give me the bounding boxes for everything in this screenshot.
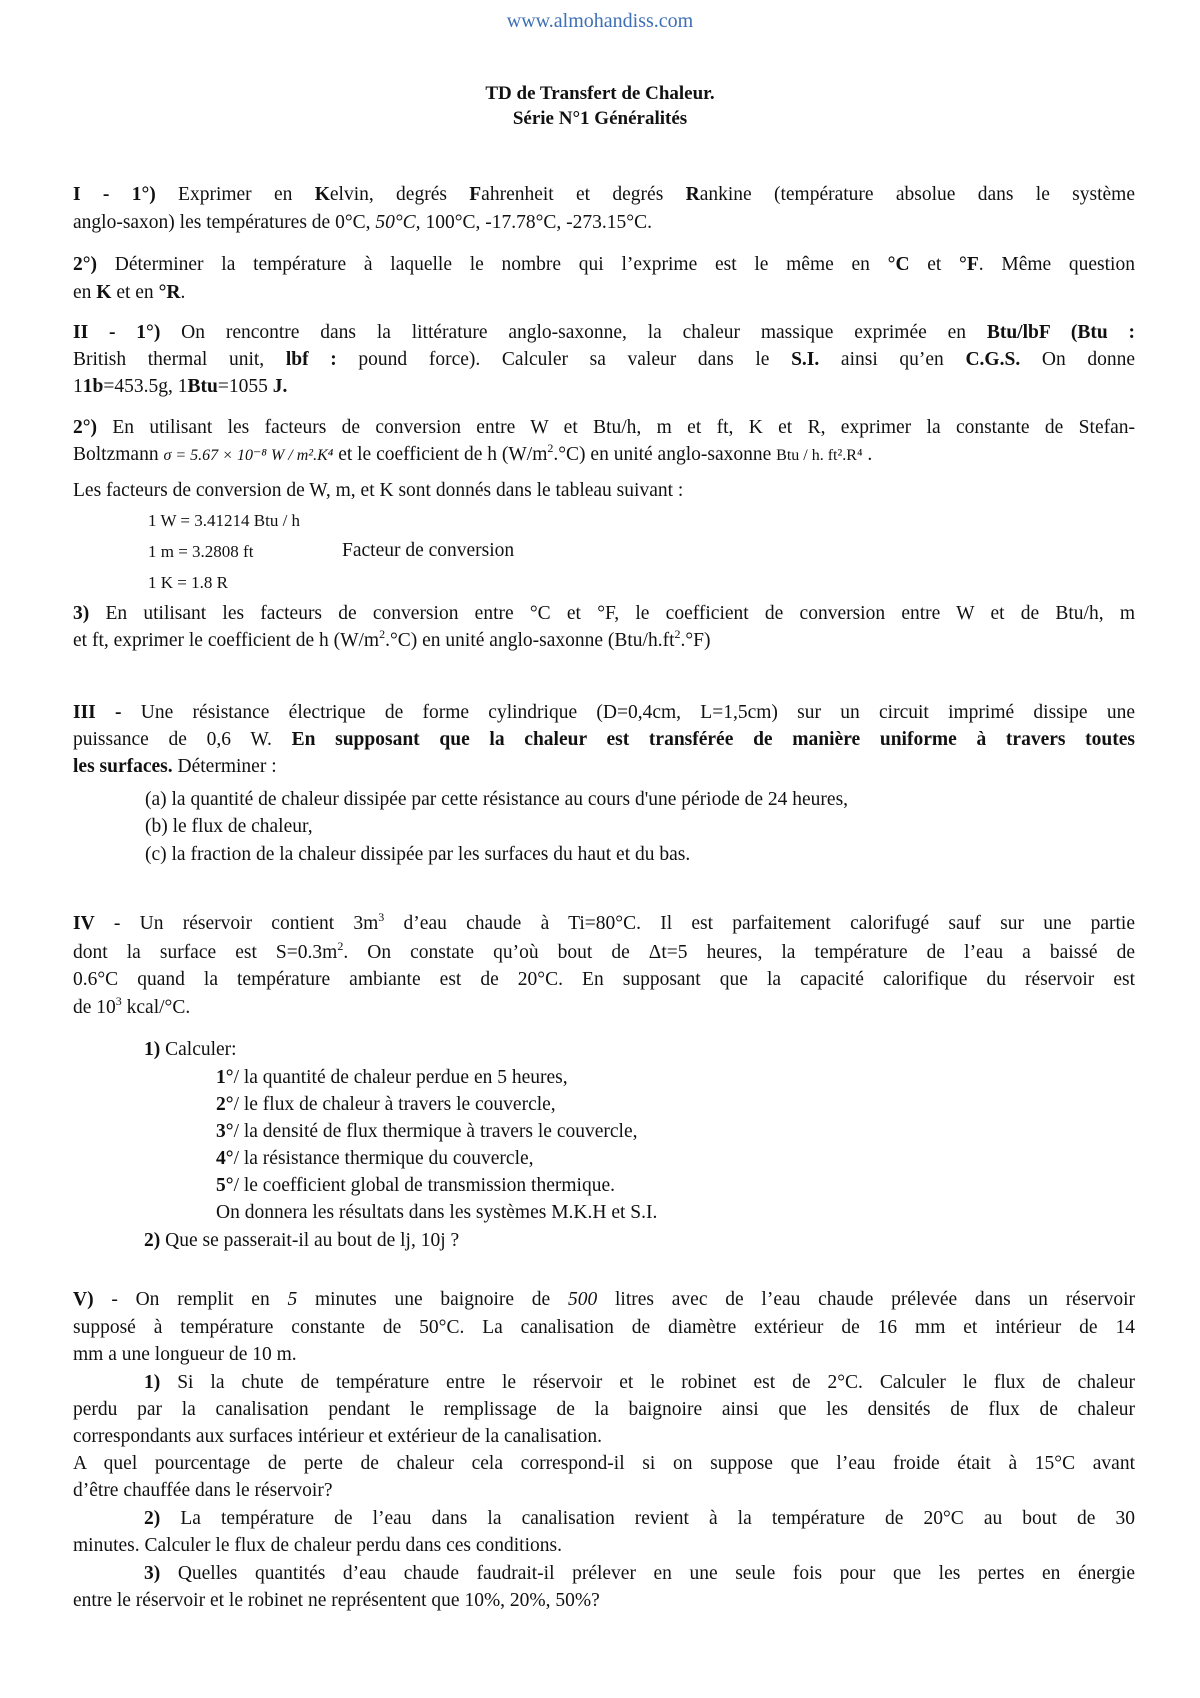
ex4-line1: IV - Un réservoir contient $3m^3$ d’eau chaude à Ti=80°C. Il est parfaitement calorifugé sauf sur une partie bbox=[73, 910, 1135, 934]
ex4-note: On donnera les résultats dans les systèmes M.K.H et S.I. bbox=[216, 1202, 658, 1223]
ex4-line3: 0.6°C quand la température ambiante est de 20°C. En supposant que la capacité calorifique du réservoir est bbox=[73, 969, 1135, 990]
doc-title: TD de Transfert de Chaleur. bbox=[485, 83, 715, 104]
ex4-sub-5: 5°/ le coefficient global de transmission thermique. bbox=[216, 1175, 615, 1196]
ex2-q2-line3: Les facteurs de conversion de W, m, et K sont donnés dans le tableau suivant : bbox=[73, 480, 684, 501]
ex5-q3-line2: entre le réservoir et le robinet ne représentent que 10%, 20%, 50%? bbox=[73, 1590, 600, 1611]
ex1-q1-line2: anglo-saxon) les températures de 0°C, 50°C, 100°C, -17.78°C, -273.15°C. bbox=[73, 212, 652, 233]
ex4-sub-4: 4°/ la résistance thermique du couvercle, bbox=[216, 1148, 534, 1169]
ex5-q1-line2: perdu par la canalisation pendant le remplissage de la baignoire ainsi que les densités de flux de chaleur bbox=[73, 1399, 1135, 1420]
ex1-q2-line2: en K et en °R. bbox=[73, 282, 186, 303]
ex4-line2: dont la surface est $S=0.3m^2$. On constate qu’où bout de Δt=5 heures, la température de l’eau a baissé de bbox=[73, 939, 1136, 963]
ex2-q3-line2: et ft, exprimer le coefficient de h $(W/m^2.^\circ C)$ en unité anglo-saxonne $(Btu/h.ft^2.^\circ F)$ bbox=[73, 627, 711, 651]
conv-row-w: 1 W = 3.41214 Btu / h bbox=[148, 511, 301, 530]
ex4-calc-heading: 1) Calculer: bbox=[144, 1039, 237, 1060]
ex5-line2: supposé à température constante de 50°C. La canalisation de diamètre extérieur de 16 mm et intérieur de 14 bbox=[73, 1317, 1135, 1338]
ex2-q2-line2: Boltzmann σ = 5.67 × 10⁻⁸ W / m².K⁴ et le coefficient de h $(W/m^2.^\circ C)$ en unité anglo-saxonne Btu / h. ft².R⁴ . bbox=[73, 441, 873, 465]
stefan-boltzmann-formula: σ = 5.67 × 10⁻⁸ W / m².K⁴ bbox=[163, 447, 334, 464]
ex5-line1: V) - On remplit en 5 minutes une baignoire de 500 litres avec de l’eau chaude prélevée dans un réservoir bbox=[73, 1289, 1135, 1310]
ex4-sub-1: 1°/ la quantité de chaleur perdue en 5 heures, bbox=[216, 1067, 568, 1088]
ex5-q2-line1: 2) La température de l’eau dans la canalisation revient à la température de 20°C au bout de 30 bbox=[144, 1508, 1135, 1529]
site-link[interactable]: www.almohandiss.com bbox=[506, 10, 694, 32]
ex5-q1-line5: d’être chauffée dans le réservoir? bbox=[73, 1480, 333, 1501]
ex3-item-a: (a) la quantité de chaleur dissipée par cette résistance au cours d'une période de 24 heures, bbox=[145, 789, 849, 810]
ex1-q1-line1: I - 1°) Exprimer en Kelvin, degrés Fahrenheit et degrés Rankine (température absolue dans le système bbox=[73, 184, 1135, 205]
conv-row-k: 1 K = 1.8 R bbox=[148, 573, 228, 592]
conv-row-m: 1 m = 3.2808 ft bbox=[148, 542, 254, 561]
ex3-item-b: (b) le flux de chaleur, bbox=[145, 816, 313, 837]
conv-label: Facteur de conversion bbox=[342, 540, 515, 561]
ex5-q3-line1: 3) Quelles quantités d’eau chaude faudrait-il prélever en une seule fois pour que les pertes en énergie bbox=[144, 1563, 1135, 1584]
doc-subtitle: Série N°1 Généralités bbox=[512, 108, 688, 129]
ex2-q2-line1: 2°) En utilisant les facteurs de conversion entre W et Btu/h, m et ft, K et R, exprimer la constante de Stefan- bbox=[73, 417, 1135, 438]
ex1-q2-line1: 2°) Déterminer la température à laquelle le nombre qui l’exprime est le même en °C et °F. Même question bbox=[73, 254, 1135, 275]
ex5-q1-line3: correspondants aux surfaces intérieur et extérieur de la canalisation. bbox=[73, 1426, 602, 1447]
ex2-q1-line3: 11b=453.5g, 1Btu=1055 J. bbox=[73, 376, 288, 397]
ex5-q1-line1: 1) Si la chute de température entre le réservoir et le robinet est de 2°C. Calculer le flux de chaleur bbox=[144, 1372, 1135, 1393]
ex2-q1-line1: II - 1°) On rencontre dans la littérature anglo-saxonne, la chaleur massique exprimée en Btu/lbF (Btu : bbox=[73, 322, 1135, 343]
ex3-item-c: (c) la fraction de la chaleur dissipée par les surfaces du haut et du bas. bbox=[145, 844, 691, 865]
ex5-line3: mm a une longueur de 10 m. bbox=[73, 1344, 297, 1365]
ex5-q2-line2: minutes. Calculer le flux de chaleur perdu dans ces conditions. bbox=[73, 1535, 562, 1556]
ex5-q1-line4: A quel pourcentage de perte de chaleur cela correspond-il si on suppose que l’eau froide était à 15°C avant bbox=[73, 1453, 1135, 1474]
ex4-sub-3: 3°/ la densité de flux thermique à travers le couvercle, bbox=[216, 1121, 638, 1142]
ex4-line4: de $10^3$ kcal/°C. bbox=[73, 994, 191, 1018]
ex3-line3: les surfaces. Déterminer : bbox=[73, 756, 277, 777]
ex3-line2: puissance de 0,6 W. En supposant que la chaleur est transférée de manière uniforme à travers toutes bbox=[73, 729, 1136, 750]
ex3-line1: III - Une résistance électrique de forme cylindrique (D=0,4cm, L=1,5cm) sur un circuit imprimé dissipe une bbox=[73, 702, 1136, 723]
ex4-sub-2: 2°/ le flux de chaleur à travers le couvercle, bbox=[216, 1094, 556, 1115]
ex2-q3-line1: 3) En utilisant les facteurs de conversion entre °C et °F, le coefficient de conversion entre W et de Btu/h, m bbox=[73, 603, 1135, 624]
ex4-q2: 2) Que se passerait-il au bout de lj, 10j ? bbox=[144, 1230, 460, 1251]
ex2-q1-line2: British thermal unit, lbf : pound force). Calculer sa valeur dans le S.I. ainsi qu’en C.G.S. On donne bbox=[73, 349, 1136, 370]
